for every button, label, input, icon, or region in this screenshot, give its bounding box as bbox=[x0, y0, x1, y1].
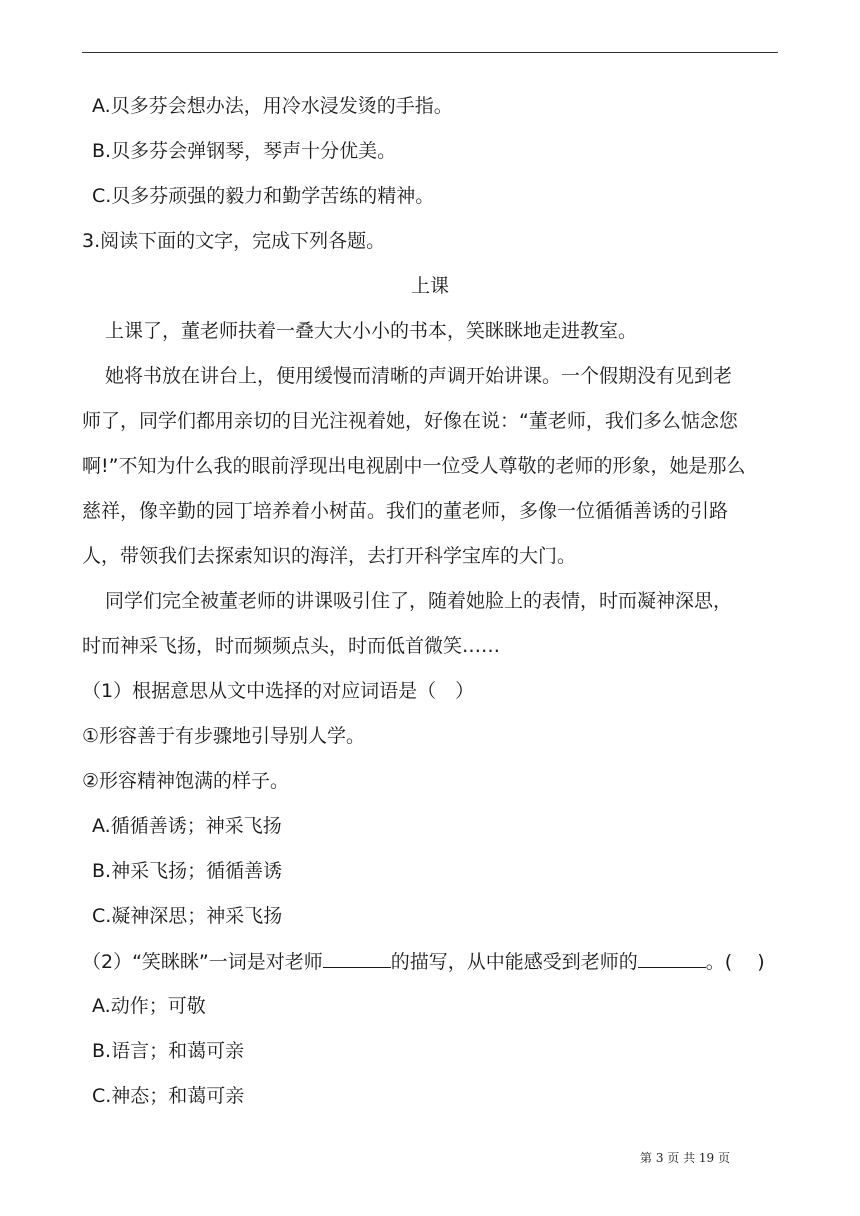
passage-line: 同学们完全被董老师的讲课吸引住了，随着她脸上的表情，时而凝神深思， bbox=[105, 590, 733, 612]
passage-line: 时而神采飞扬，时而频频点头，时而低首微笑…… bbox=[82, 635, 501, 657]
sub2-option-b: B.语言；和蔼可亲 bbox=[92, 1040, 245, 1062]
sub1-option-b: B.神采飞扬；循循善诱 bbox=[92, 860, 283, 882]
passage-line: 人，带领我们去探索知识的海洋，去打开科学宝库的大门。 bbox=[82, 545, 577, 567]
option-c: C.贝多芬顽强的毅力和勤学苦练的精神。 bbox=[92, 185, 435, 207]
subquestion-2-stem bbox=[82, 949, 765, 974]
sub1-option-c: C.凝神深思；神采飞扬 bbox=[92, 905, 283, 927]
meaning-2: ②形容精神饱满的样子。 bbox=[82, 770, 290, 792]
passage-line: 慈祥，像辛勤的园丁培养着小树苗。我们的董老师，多像一位循循善诱的引路 bbox=[82, 500, 729, 522]
sub1-option-a: A.循循善诱；神采飞扬 bbox=[92, 815, 282, 837]
option-a: A.贝多芬会想办法，用冷水浸发烫的手指。 bbox=[92, 95, 453, 117]
passage-title: 上课 bbox=[410, 275, 449, 297]
sub2-option-a: A.动作；可敬 bbox=[92, 995, 206, 1017]
page-number: 第 3 页 共 19 页 bbox=[640, 1151, 730, 1165]
stem-text: （2）“笑眯眯”一词是对老师 bbox=[82, 951, 323, 973]
option-b: B.贝多芬会弹钢琴，琴声十分优美。 bbox=[92, 140, 397, 162]
stem-text: 的描写，从中能感受到老师的 bbox=[390, 951, 638, 973]
passage-line: 师了，同学们都用亲切的目光注视着她，好像在说：“董老师，我们多么惦念您 bbox=[82, 410, 738, 432]
passage-line: 她将书放在讲台上，便用缓慢而清晰的声调开始讲课。一个假期没有见到老 bbox=[105, 365, 733, 387]
answer-blank[interactable] bbox=[323, 949, 391, 968]
sub2-option-c: C.神态；和蔼可亲 bbox=[92, 1085, 245, 1107]
subquestion-1-stem: （1）根据意思从文中选择的对应词语是（ ） bbox=[82, 680, 475, 702]
stem-text: 。( ) bbox=[705, 951, 765, 973]
answer-blank[interactable] bbox=[638, 949, 706, 968]
passage-line: 啊!”不知为什么我的眼前浮现出电视剧中一位受人尊敬的老师的形象，她是那么 bbox=[82, 455, 746, 477]
question-instruction: 3.阅读下面的文字，完成下列各题。 bbox=[82, 230, 386, 252]
meaning-1: ①形容善于有步骤地引导别人学。 bbox=[82, 725, 366, 747]
passage-line: 上课了，董老师扶着一叠大大小小的书本，笑眯眯地走进教室。 bbox=[105, 320, 638, 342]
header-rule bbox=[82, 52, 778, 53]
